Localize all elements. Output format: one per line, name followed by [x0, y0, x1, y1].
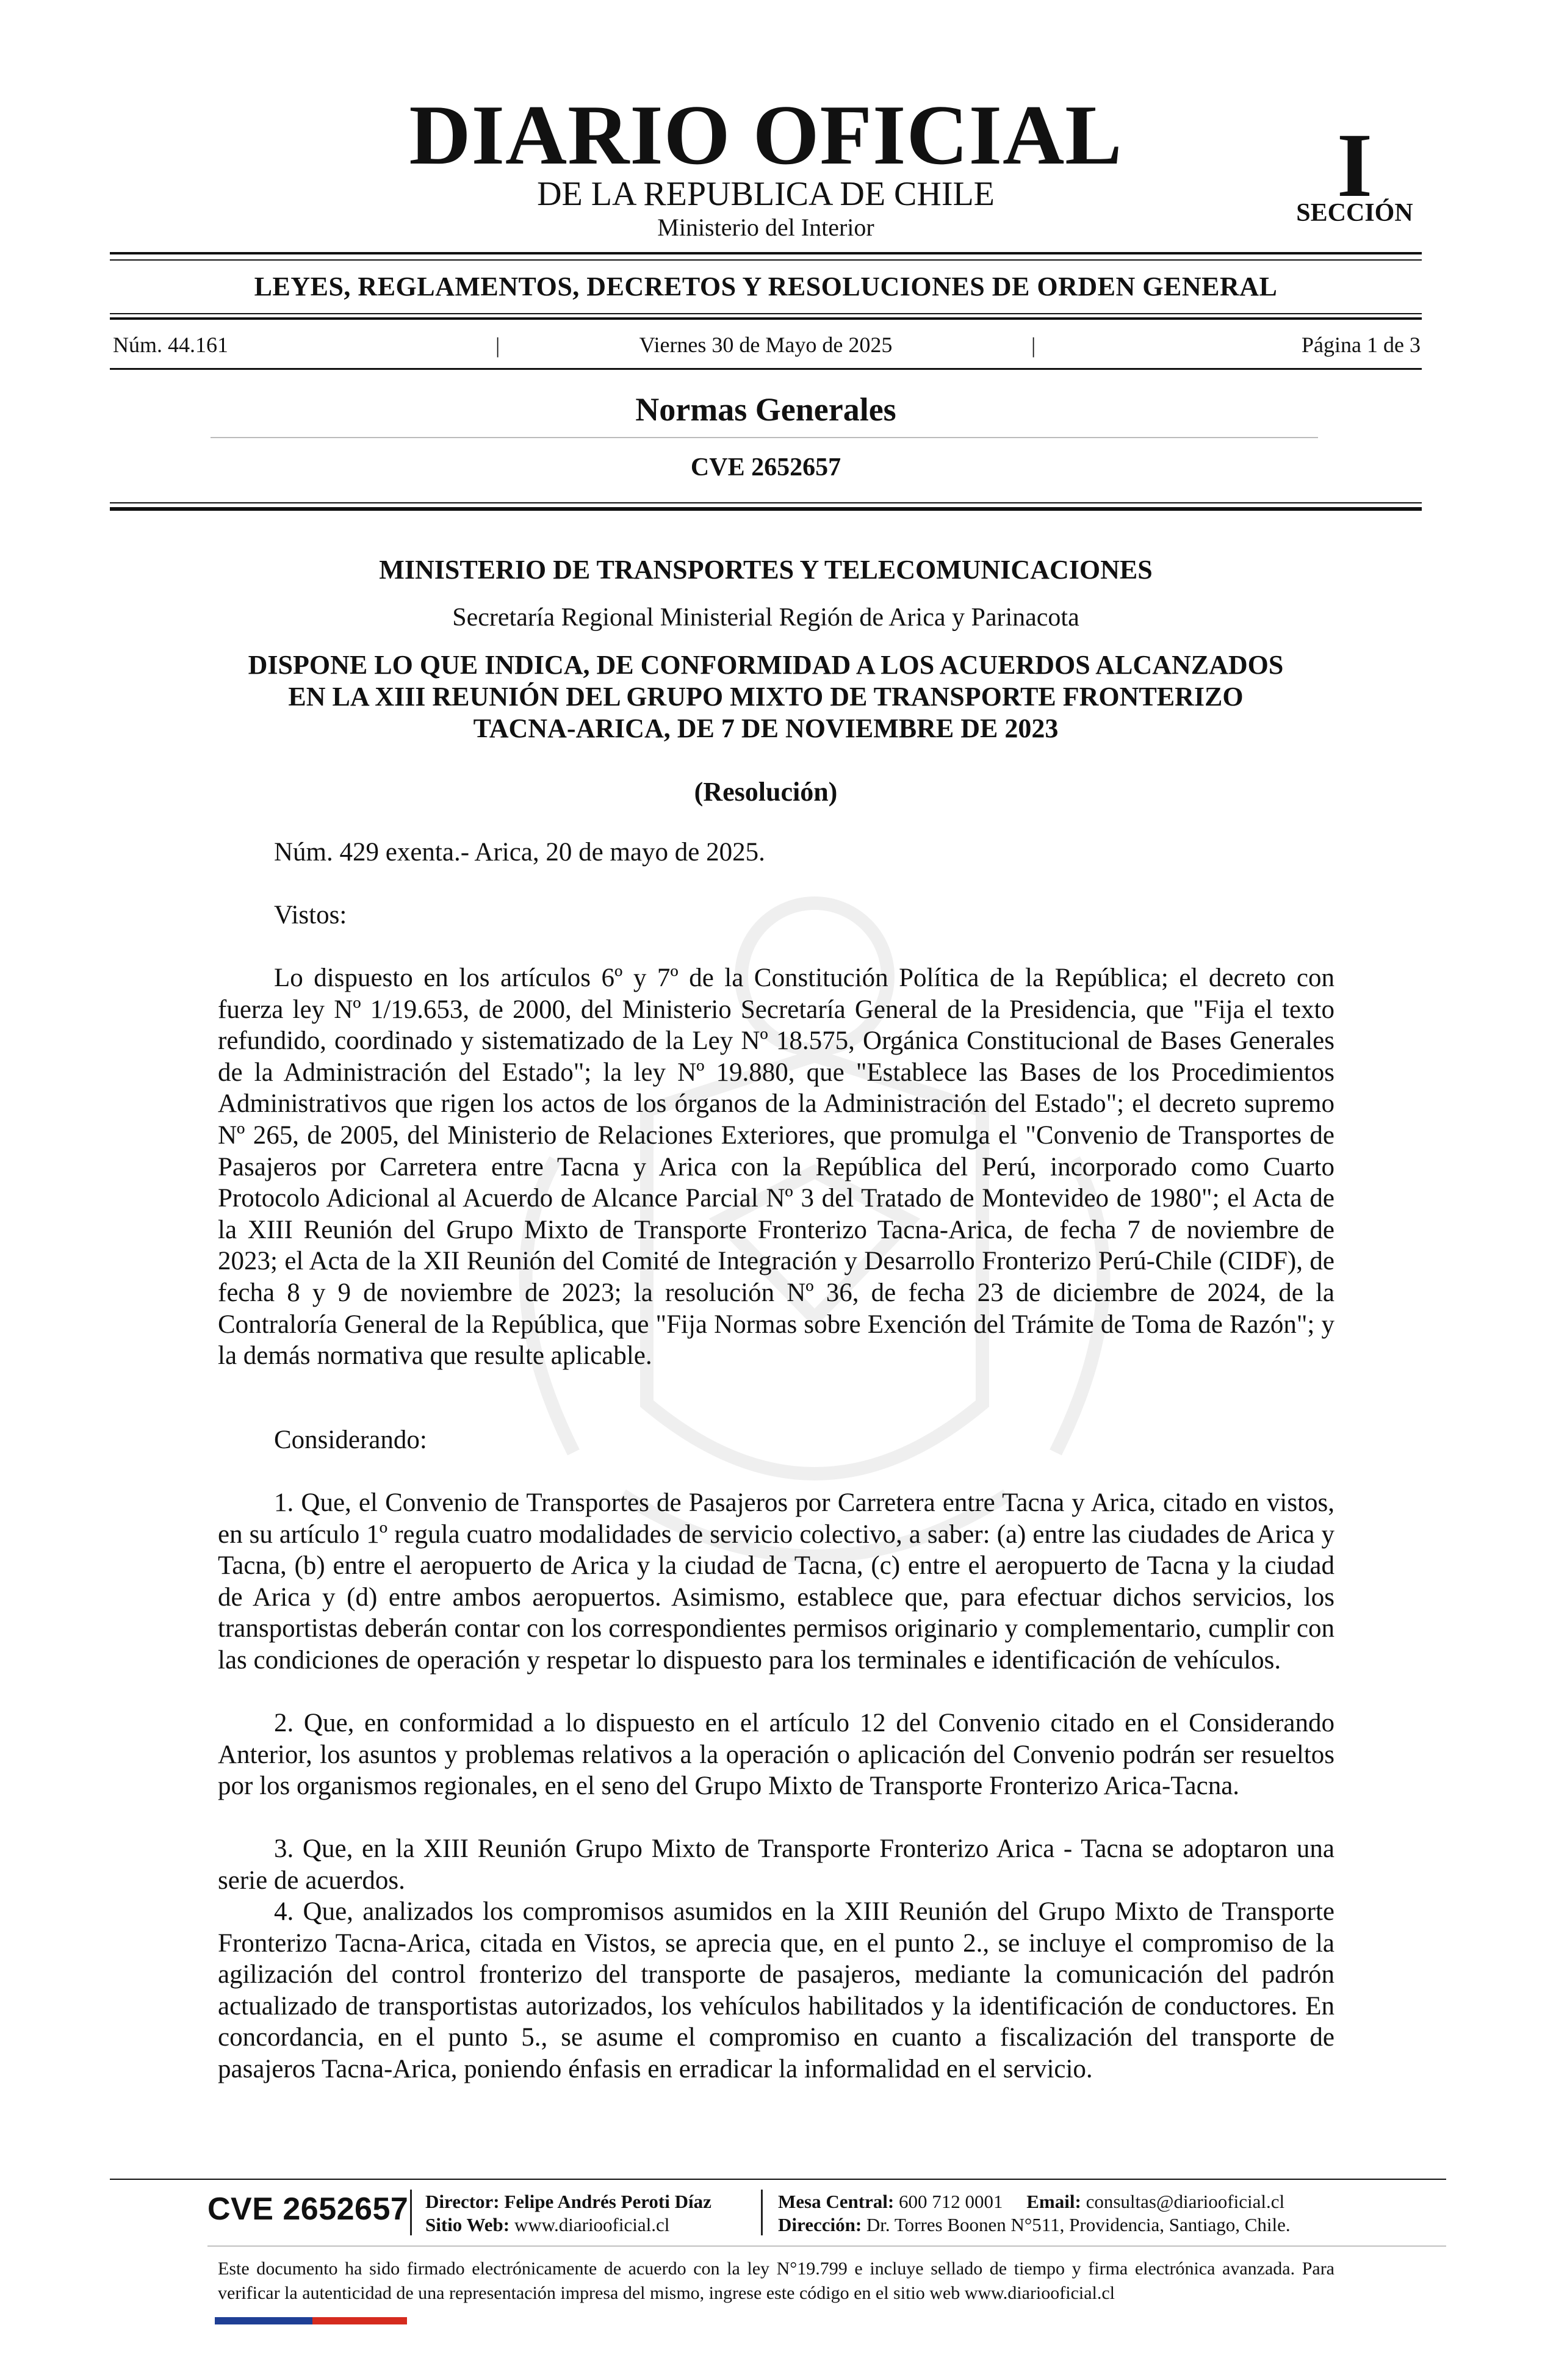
footer-legal-notice: Este documento ha sido firmado electrónicamente de acuerdo con la ley N°19.799 e incluye sellado de tiempo y firma electrónica avanzada. Para verificar la autenticidad de una representación impresa del mismo, ingrese este código en el sitio web www.diariooficial.cl — [218, 2259, 1334, 2303]
section-banner: LEYES, REGLAMENTOS, DECRETOS Y RESOLUCIONES DE ORDEN GENERAL — [254, 272, 1278, 301]
flag-stripe-blue — [215, 2317, 312, 2324]
footer-email-link[interactable]: consultas@diariooficial.cl — [1086, 2191, 1285, 2212]
issue-separator: | — [495, 333, 500, 358]
footer-website-label: Sitio Web: — [425, 2214, 510, 2235]
considerando-heading: Considerando: — [274, 1426, 427, 1454]
footer-mesa-label: Mesa Central: — [778, 2191, 895, 2212]
document-type: (Resolución) — [694, 777, 838, 807]
footer-divider — [410, 2190, 412, 2235]
footer-director — [425, 2190, 711, 2214]
issue-separator: | — [1031, 333, 1036, 358]
section-number: I — [1336, 115, 1373, 216]
masthead-title: DIARIO OFICIAL — [409, 88, 1123, 182]
resolution-title-line: EN LA XIII REUNIÓN DEL GRUPO MIXTO DE TRANSPORTE FRONTERIZO — [288, 682, 1244, 712]
category-underline — [211, 437, 1318, 438]
cve-rule-thick — [110, 507, 1422, 511]
resolution-title — [201, 649, 1330, 745]
footer-email-label: Email: — [1026, 2191, 1081, 2212]
vistos-heading: Vistos: — [274, 901, 347, 929]
issue-rule — [110, 368, 1422, 370]
masthead-subtitle: DE LA REPUBLICA DE CHILE — [537, 175, 995, 213]
footer-address-value: Dr. Torres Boonen N°511, Providencia, Santiago, Chile. — [866, 2214, 1291, 2235]
cve-code: CVE 2652657 — [690, 453, 841, 481]
considerando-item: 1. Que, el Convenio de Transportes de Pasajeros por Carretera entre Tacna y Arica, citado en vistos, en su artículo 1º regula cuatro modalidades de servicio colectivo, a saber: (a) entre las ciudades de Arica y Tacna, (b) entre el aeropuerto de Arica y la ciudad de Tacna, (c) entre el aeropuerto de Tacna y la ciudad de Arica y (d) entre ambos aeropuertos. Asimismo, establece que, para efectuar dichos servicios, los transportistas deberán contar con los correspondientes permisos originario y complementario, cumplir con las condiciones de operación y respetar lo dispuesto para los terminales e identificación de vehículos. — [218, 1488, 1334, 1675]
footer-rule — [110, 2179, 1446, 2180]
footer-contact — [778, 2190, 1284, 2214]
masthead-ministry: Ministerio del Interior — [657, 214, 874, 241]
footer-mesa-value: 600 712 0001 — [899, 2191, 1003, 2212]
footer-director-label: Director: — [425, 2191, 500, 2212]
masthead-rule-top — [110, 252, 1422, 254]
resolution-title-line: DISPONE LO QUE INDICA, DE CONFORMIDAD A LOS ACUERDOS ALCANZADOS — [248, 650, 1284, 680]
footer-website-link[interactable]: www.diariooficial.cl — [514, 2214, 670, 2235]
banner-rule-bottom — [110, 313, 1422, 314]
masthead-rule-top-thin — [110, 259, 1422, 261]
page-indicator: Página 1 de 3 — [1302, 333, 1421, 357]
cve-rule-thin — [110, 502, 1422, 503]
resolution-number: Núm. 429 exenta.- Arica, 20 de mayo de 2025. — [274, 838, 765, 867]
considerando-item: 3. Que, en la XIII Reunión Grupo Mixto de Transporte Fronterizo Arica - Tacna se adoptaron una serie de acuerdos. — [218, 1834, 1334, 1895]
resolution-title-line: TACNA-ARICA, DE 7 DE NOVIEMBRE DE 2023 — [473, 713, 1059, 743]
section-label: SECCIÓN — [1296, 199, 1413, 227]
issuing-ministry: MINISTERIO DE TRANSPORTES Y TELECOMUNICACIONES — [379, 555, 1153, 585]
issuing-secretariat: Secretaría Regional Ministerial Región de Arica y Parinacota — [452, 604, 1079, 632]
vistos-paragraph: Lo dispuesto en los artículos 6º y 7º de la Constitución Política de la República; el decreto con fuerza ley Nº 1/19.653, de 2000, del Ministerio Secretaría General de la Presidencia, que "Fija el texto refundido, coordinado y sistematizado de la Ley Nº 18.575, Orgánica Constitucional de Bases Generales de la Administración del Estado"; la ley Nº 19.880, que "Establece las Bases de los Procedimientos Administrativos que rigen los actos de los órganos de la Administración del Estado"; el decreto supremo Nº 265, de 2005, del Ministerio de Relaciones Exteriores, que promulga el "Convenio de Transportes de Pasajeros por Carretera entre Tacna y Arica con la República del Perú, incorporado como Cuarto Protocolo Adicional al Acuerdo de Alcance Parcial Nº 3 del Tratado de Montevideo de 1980"; el Acta de la XIII Reunión del Grupo Mixto de Transporte Fronterizo Tacna-Arica, de fecha 7 de noviembre de 2023; el Acta de la XII Reunión del Comité de Integración y Desarrollo Fronterizo Perú-Chile (CIDF), de fecha 8 y 9 de noviembre de 2023; la resolución Nº 36, de fecha 23 de diciembre de 2024, de la Contraloría General de la República, que "Fija Normas sobre Exención del Trámite de Toma de Razón"; y la demás normativa que resulte aplicable. — [218, 964, 1334, 1371]
issue-date: Viernes 30 de Mayo de 2025 — [639, 333, 893, 357]
footer-divider — [761, 2190, 763, 2235]
considerando-item: 2. Que, en conformidad a lo dispuesto en el artículo 12 del Convenio citado en el Considerando Anterior, los asuntos y problemas relativos a la operación o aplicación del Convenio podrán ser resueltos por los organismos regionales, en el seno del Grupo Mixto de Transporte Fronterizo Arica-Tacna. — [218, 1709, 1334, 1801]
footer-address — [778, 2213, 1291, 2237]
footer-website — [425, 2213, 669, 2237]
footer-cve-code: CVE 2652657 — [207, 2191, 409, 2227]
banner-rule-bottom-thick — [110, 317, 1422, 320]
footer-director-value: Felipe Andrés Peroti Díaz — [504, 2191, 711, 2212]
flag-stripe-red — [312, 2317, 407, 2324]
considerando-item: 4. Que, analizados los compromisos asumidos en la XIII Reunión del Grupo Mixto de Transporte Fronterizo Tacna-Arica, citada en Vistos, se aprecia que, en el punto 2., se incluye el compromiso de la agilización del control fronterizo del transporte de pasajeros, mediante la comunicación del padrón actualizado de transportistas autorizados, los vehículos habilitados y la identificación de conductores. En concordancia, en el punto 5., se asume el compromiso en cuanto a fiscalización del transporte de pasajeros Tacna-Arica, poniendo énfasis en erradicar la informalidad en el servicio. — [218, 1897, 1334, 2083]
issue-number: Núm. 44.161 — [113, 333, 228, 357]
footer-address-label: Dirección: — [778, 2214, 862, 2235]
category-heading: Normas Generales — [635, 391, 896, 428]
